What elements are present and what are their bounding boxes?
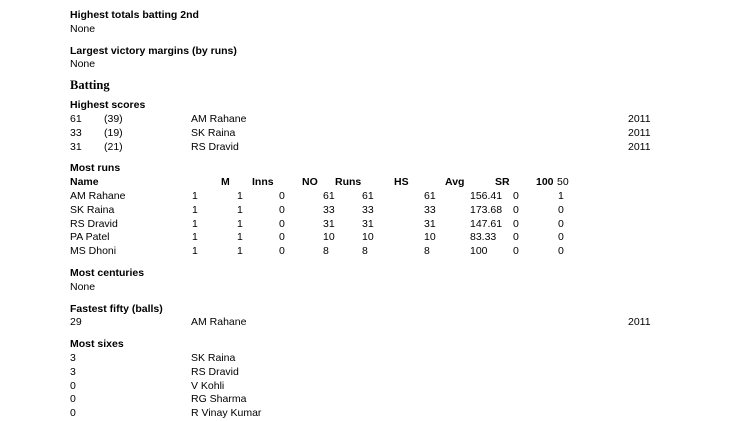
most-sixes-section [70, 338, 746, 421]
cell-m: 1 [192, 203, 198, 216]
cell-sr: 0 [513, 231, 519, 244]
section-value: None [70, 280, 96, 293]
year: 2011 [628, 112, 651, 125]
section-title: Most sixes [70, 338, 124, 351]
player-name: PA Patel [70, 231, 110, 244]
table-header [70, 176, 746, 190]
player-name: SK Raina [70, 203, 115, 216]
cell-100: 0 [558, 203, 564, 216]
table-row [70, 393, 746, 407]
cell-hs2: 31 [424, 217, 436, 230]
cell-100: 0 [558, 217, 564, 230]
cell-no: 0 [279, 231, 285, 244]
cell-runs: 31 [323, 217, 335, 230]
cell-m: 1 [192, 245, 198, 258]
cell-runs: 33 [323, 203, 335, 216]
section-value: None [70, 58, 96, 71]
year: 2011 [628, 140, 651, 153]
balls: (19) [104, 126, 123, 139]
sixes: 0 [70, 407, 76, 420]
table-row [70, 204, 746, 218]
table-row [70, 127, 746, 141]
player-name: AM Rahane [191, 316, 247, 329]
player-name: RS Dravid [70, 217, 118, 230]
sixes: 0 [70, 393, 76, 406]
balls: (21) [104, 140, 123, 153]
cell-inns: 1 [237, 231, 243, 244]
player-name: R Vinay Kumar [191, 407, 262, 420]
cell-inns: 1 [237, 189, 243, 202]
cell-runs: 10 [323, 231, 335, 244]
year: 2011 [628, 126, 651, 139]
cell-100: 1 [558, 189, 564, 202]
cell-inns: 1 [237, 245, 243, 258]
cell-no: 0 [279, 245, 285, 258]
cell-hs: 31 [362, 217, 374, 230]
cell-avg: 100 [470, 245, 488, 258]
cell-sr: 0 [513, 245, 519, 258]
header-no: NO [302, 176, 318, 189]
cell-no: 0 [279, 217, 285, 230]
header-inns: Inns [252, 176, 274, 189]
largest-victory-margins-section [70, 45, 746, 73]
cell-hs: 10 [362, 231, 374, 244]
score: 31 [70, 140, 82, 153]
cell-hs2: 8 [424, 245, 430, 258]
most-runs-section [70, 162, 746, 259]
balls: 29 [70, 316, 82, 329]
sixes: 0 [70, 379, 76, 392]
table-row [70, 316, 746, 330]
cell-runs: 61 [323, 189, 335, 202]
cell-m: 1 [192, 231, 198, 244]
player-name: SK Raina [191, 126, 236, 139]
cell-avg: 147.61 [470, 217, 503, 230]
header-avg: Avg [445, 176, 465, 189]
cell-inns: 1 [237, 217, 243, 230]
table-row [70, 231, 746, 245]
section-title: Largest victory margins (by runs) [70, 44, 237, 57]
player-name: AM Rahane [70, 189, 126, 202]
cell-m: 1 [192, 189, 198, 202]
section-value: None [70, 22, 96, 35]
cell-no: 0 [279, 203, 285, 216]
score: 61 [70, 112, 82, 125]
player-name: RS Dravid [191, 140, 239, 153]
cell-hs2: 33 [424, 203, 436, 216]
score: 33 [70, 126, 82, 139]
cell-m: 1 [192, 217, 198, 230]
header-100: 100 [536, 176, 554, 189]
section-title: Fastest fifty (balls) [70, 302, 163, 315]
table-row [70, 352, 746, 366]
cell-avg: 156.41 [470, 189, 503, 202]
header-hs: HS [394, 176, 409, 189]
section-title: Highest scores [70, 99, 146, 112]
cell-hs: 33 [362, 203, 374, 216]
player-name: RG Sharma [191, 393, 247, 406]
sixes: 3 [70, 351, 76, 364]
table-row [70, 366, 746, 380]
year: 2011 [628, 316, 651, 329]
cell-no: 0 [279, 189, 285, 202]
section-title: Most runs [70, 162, 121, 175]
cell-inns: 1 [237, 203, 243, 216]
header-runs: Runs [335, 176, 362, 189]
table-row [70, 380, 746, 394]
cell-sr: 0 [513, 217, 519, 230]
header-sr: SR [495, 176, 510, 189]
table-row [70, 190, 746, 204]
cell-100: 0 [558, 231, 564, 244]
header-50: 50 [557, 176, 569, 189]
cell-hs: 8 [362, 245, 368, 258]
header-m: M [221, 176, 230, 189]
balls: (39) [104, 112, 123, 125]
cell-sr: 0 [513, 189, 519, 202]
cell-hs2: 10 [424, 231, 436, 244]
player-name: RS Dravid [191, 365, 239, 378]
cell-sr: 0 [513, 203, 519, 216]
table-row [70, 218, 746, 232]
cell-hs2: 61 [424, 189, 436, 202]
cell-100: 0 [558, 245, 564, 258]
cell-avg: 83.33 [470, 231, 497, 244]
section-title: Most centuries [70, 266, 145, 279]
header-name: Name [70, 176, 99, 189]
batting-heading: Batting [70, 78, 110, 93]
highest-scores-section [70, 99, 746, 154]
table-row [70, 245, 746, 259]
section-title: Highest totals batting 2nd [70, 9, 199, 21]
player-name: SK Raina [191, 351, 236, 364]
player-name: AM Rahane [191, 112, 247, 125]
cell-runs: 8 [323, 245, 329, 258]
cell-avg: 173.68 [470, 203, 503, 216]
player-name: MS Dhoni [70, 245, 117, 258]
most-centuries-section [70, 267, 746, 295]
table-row [70, 141, 746, 155]
sixes: 3 [70, 365, 76, 378]
player-name: V Kohli [191, 379, 225, 392]
stats-page [70, 9, 746, 421]
table-row [70, 113, 746, 127]
cell-hs: 61 [362, 189, 374, 202]
fastest-fifty-section [70, 303, 746, 331]
highest-totals-batting-2nd-section [70, 9, 746, 37]
